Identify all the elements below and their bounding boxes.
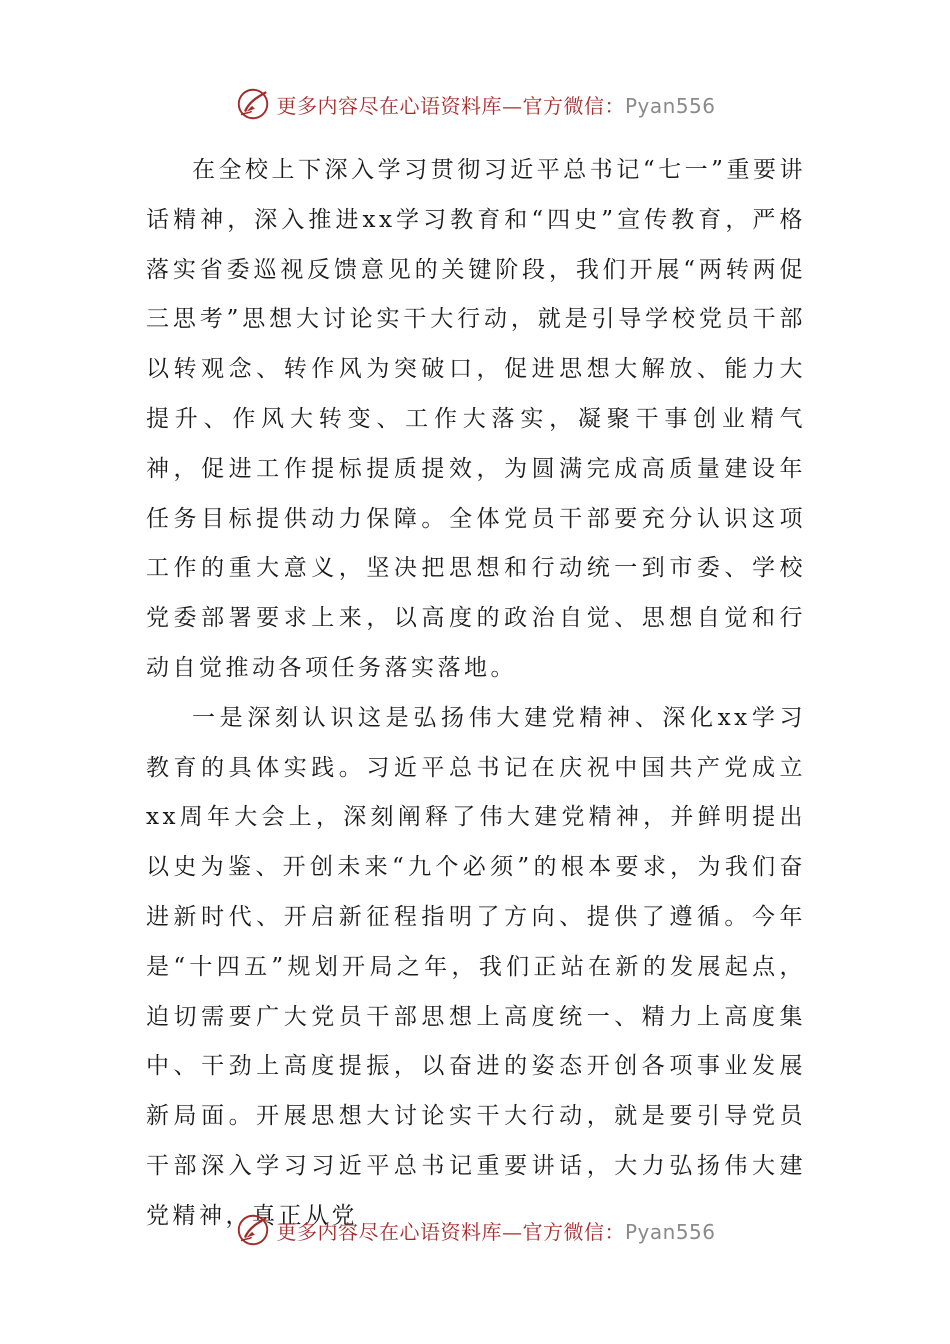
header-banner-text bbox=[276, 90, 715, 119]
header-wechat-label: 官方微信： bbox=[522, 93, 625, 118]
body-paragraph-2: 一是深刻认识这是弘扬伟大建党精神、深化xx学习教育的具体实践。习近平总书记在庆祝中国共产党成立xx周年大会上，深刻阐释了伟大建党精神，并鲜明提出以史为鉴、开创未来“九个必须”的根本要求，为我们奋进新时代、开启新征程指明了方向、提供了遵循。今年是“十四五”规划开局之年，我们正站在新的发展起点，迫切需要广大党员干部思想上高度统一、精力上高度集中、干劲上高度提振，以奋进的姿态开创各项事业发展新局面。开展思想大讨论实干大行动，就是要引导党员干部深入学习习近平总书记重要讲话，大力弘扬伟大建党精神，真正从党 bbox=[146, 704, 806, 1229]
footer-wechat-id: Pyan556 bbox=[624, 1219, 716, 1244]
body-paragraph-1: 在全校上下深入学习贯彻习近平总书记“七一”重要讲话精神，深入推进xx学习教育和“四史”宣传教育，严格落实省委巡视反馈意见的关键阶段，我们开展“两转两促三思考”思想大讨论实干大行动，就是引导学校党员干部以转观念、转作风为突破口，促进思想大解放、能力大提升、作风大转变、工作大落实，凝聚干事创业精气神，促进工作提标提质提效，为圆满完成高质量建设年任务目标提供动力保障。全体党员干部要充分认识这项工作的重大意义，坚决把思想和行动统一到市委、学校党委部署要求上来，以高度的政治自觉、思想自觉和行动自觉推动各项任务落实落地。 bbox=[146, 157, 806, 681]
document-body bbox=[146, 146, 806, 1242]
footer-banner-text bbox=[276, 1216, 715, 1245]
header-banner-title: 更多内容尽在心语资料库— bbox=[276, 93, 523, 118]
header-banner bbox=[0, 82, 950, 126]
pen-logo-icon bbox=[234, 85, 272, 123]
pen-logo-icon bbox=[234, 1211, 272, 1249]
footer-banner-title: 更多内容尽在心语资料库— bbox=[276, 1219, 523, 1244]
footer-banner bbox=[0, 1208, 950, 1252]
footer-wechat-label: 官方微信： bbox=[522, 1219, 625, 1244]
header-wechat-id: Pyan556 bbox=[624, 93, 716, 118]
